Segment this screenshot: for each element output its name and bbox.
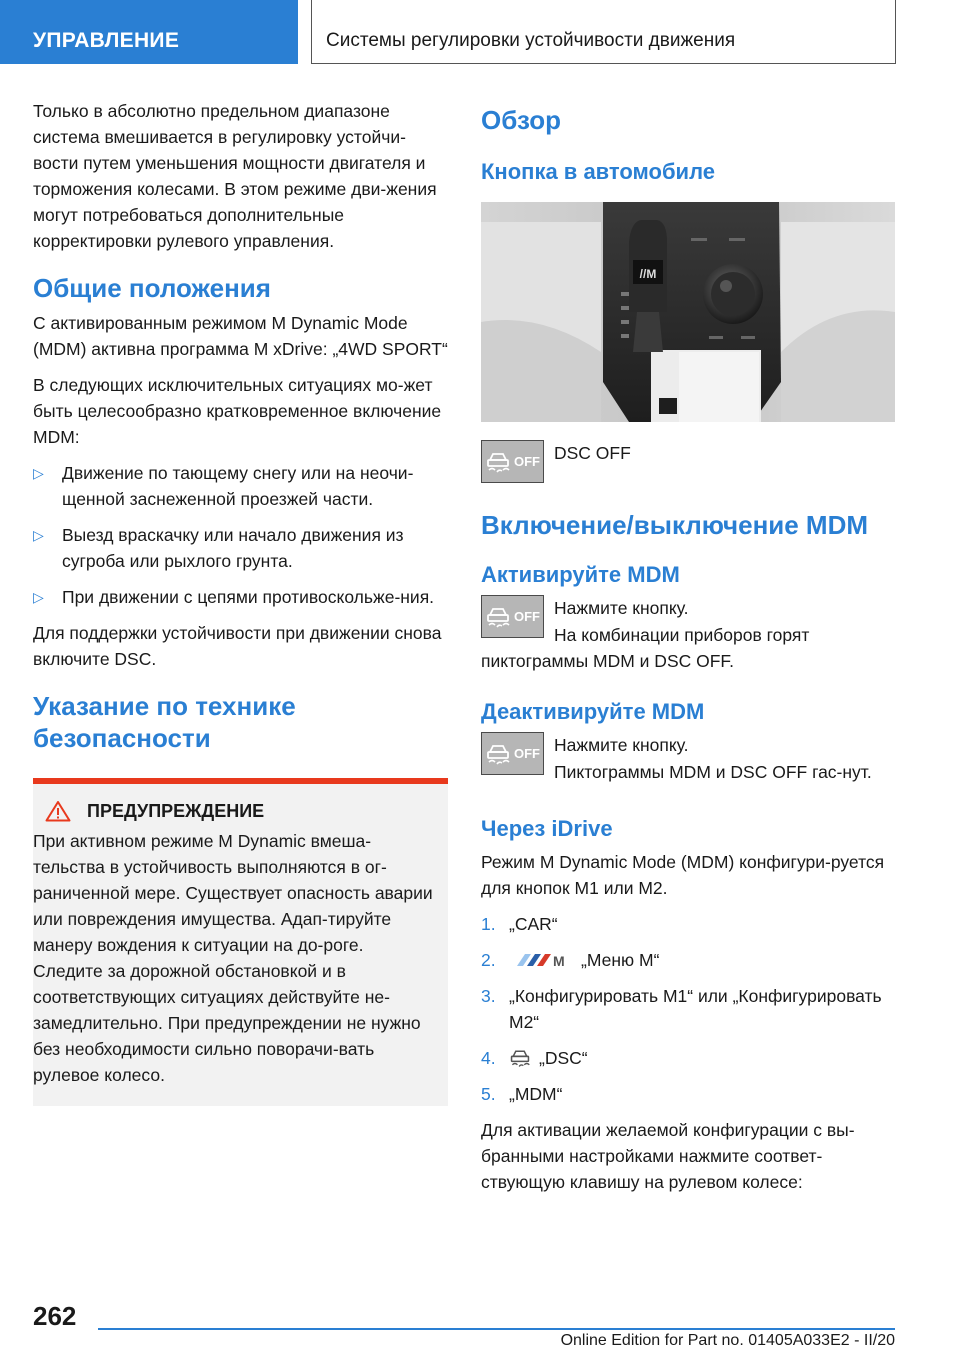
list-item: ▷ Выезд враскачку или начало движения из сугроба или рыхлого грунта.	[33, 522, 448, 574]
mdm-button-icon: OFF	[481, 595, 544, 638]
triangle-bullet-icon: ▷	[33, 527, 44, 543]
deactivate-result: Пиктограммы MDM и DSC OFF гас-нут.	[554, 762, 872, 782]
warning-text: При активном режиме M Dynamic вмеша-тельства в устойчивость выполняются в ог-раниченной мере. Существует опасность аварии или повреждения имущества. Адап-тируйте манеру вождения к ситуации на до-роге. Следите за дорожной обстановкой и в соответствующих ситуациях действуйте не-замедлительно. При предупреждении не нужно без необходимости сильно поворачи-вать рулевое колесо.	[33, 831, 433, 1085]
triangle-bullet-icon: ▷	[33, 465, 44, 481]
car-skid-icon	[485, 605, 511, 629]
left-column	[33, 98, 448, 1106]
general-heading: Общие положения	[33, 273, 271, 303]
list-item: ▷ Движение по тающему снегу или на неочи-щенной заснеженной проезжей части.	[33, 460, 448, 512]
list-item: 4. „DSC“	[481, 1048, 588, 1068]
chapter-title: Системы регулировки устойчивости движения	[311, 0, 896, 64]
warning-title: ПРЕДУПРЕЖДЕНИЕ	[33, 800, 438, 822]
activate-step: Нажмите кнопку.	[554, 598, 689, 618]
intro-paragraph: Только в абсолютно предельном диапазоне система вмешивается в регулировку устойчи-вости путем уменьшения мощности двигателя и торможения колесами. В этом режиме дви-жения могут потребоваться дополнительные корректировки рулевого управления.	[33, 101, 437, 251]
car-skid-icon	[509, 1047, 531, 1069]
right-column	[481, 98, 895, 1205]
center-console-photo	[481, 202, 895, 422]
mdm-button-icon: OFF	[481, 732, 544, 775]
dsc-off-button-icon: OFF	[481, 440, 544, 483]
activate-heading: Активируйте MDM	[481, 562, 680, 587]
car-skid-icon	[485, 742, 511, 766]
general-paragraph-3: Для поддержки устойчивости при движении снова включите DSC.	[33, 623, 442, 669]
dsc-off-row	[481, 440, 895, 483]
footer-edition: Online Edition for Part no. 01405A033E2 - II/20	[560, 1332, 895, 1349]
m-logo-icon	[511, 950, 571, 970]
list-item: 1. „CAR“	[481, 914, 558, 934]
general-paragraph-1: С активированным режимом M Dynamic Mode (MDM) активна программа M xDrive: „4WD SPORT“	[33, 313, 448, 359]
idrive-heading: Через iDrive	[481, 816, 613, 841]
list-item: ▷ При движении с цепями противоскольже-ния.	[33, 584, 448, 610]
deactivate-heading: Деактивируйте MDM	[481, 699, 705, 724]
deactivate-step: Нажмите кнопку.	[554, 735, 689, 755]
idrive-outro: Для активации желаемой конфигурации с вы-бранными настройками нажмите соответ-ствующую клавишу на рулевом колесе:	[481, 1120, 855, 1192]
list-item: 5. „MDM“	[481, 1084, 563, 1104]
activate-result: На комбинации приборов горят пиктограммы MDM и DSC OFF.	[481, 625, 810, 671]
idrive-intro: Режим M Dynamic Mode (MDM) конфигури-руется для кнопок M1 или M2.	[481, 852, 885, 898]
button-heading: Кнопка в автомобиле	[481, 159, 715, 184]
safety-heading: Указание по технике безопасности	[33, 691, 296, 753]
overview-heading: Обзор	[481, 105, 561, 135]
section-tab: УПРАВЛЕНИЕ	[0, 0, 298, 64]
toggle-heading: Включение/выключение MDM	[481, 510, 869, 540]
warning-triangle-icon	[45, 800, 71, 822]
svg-text://M: //M	[639, 267, 657, 281]
page-number: 262	[33, 1301, 77, 1331]
footer-rule	[98, 1328, 895, 1330]
dsc-off-label: DSC OFF	[554, 443, 631, 463]
car-skid-icon	[485, 450, 511, 474]
list-item: 3. „Конфигурировать M1“ или „Конфигурировать M2“	[481, 986, 882, 1032]
general-paragraph-2: В следующих исключительных ситуациях мо-жет быть целесообразно кратковременное включение MDM:	[33, 375, 442, 447]
svg-text:M: M	[553, 953, 565, 969]
warning-box	[33, 784, 448, 1106]
list-item: 2. M „Меню M“	[481, 950, 660, 970]
triangle-bullet-icon: ▷	[33, 589, 44, 605]
